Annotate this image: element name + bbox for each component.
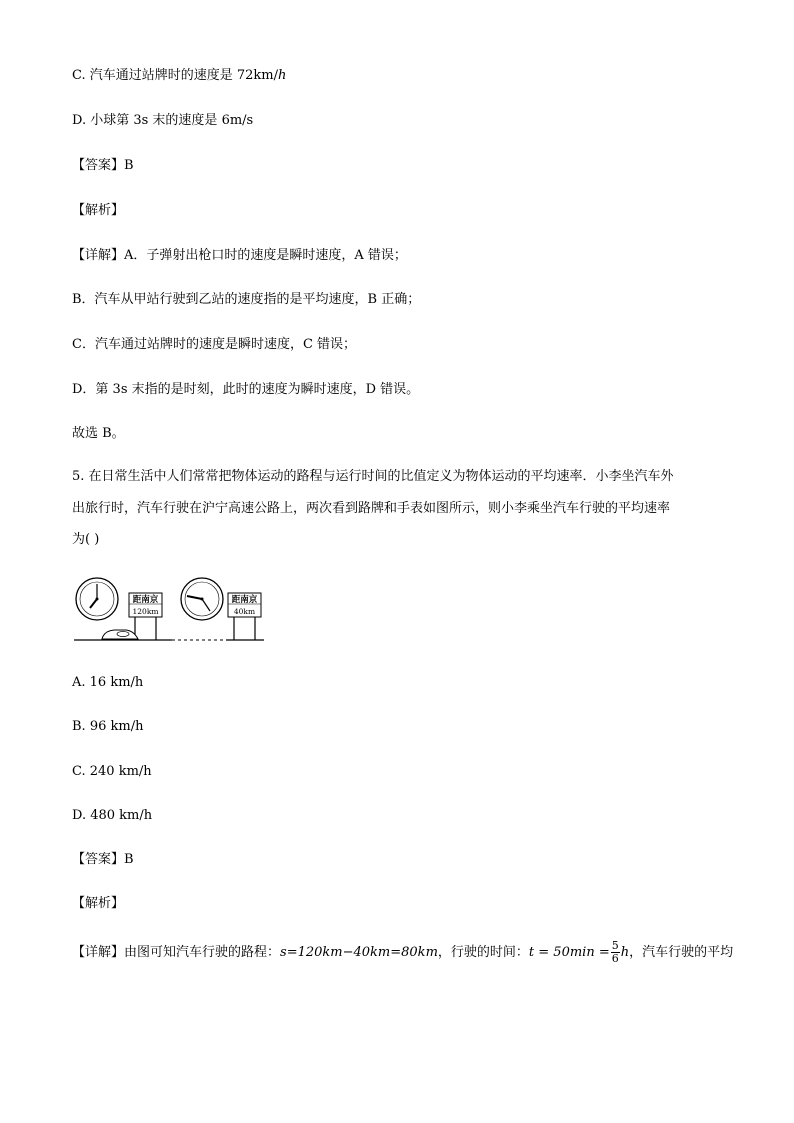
q5-option-d: D. 480 km/h xyxy=(72,808,153,823)
detail-a xyxy=(72,247,407,265)
q5-frac-num: 5 xyxy=(611,939,619,952)
q5-option-a: A. 16 km/h xyxy=(72,675,144,690)
sign2-top-text: 距南京 xyxy=(231,595,258,605)
q5-detail-text2: ，行驶的时间： xyxy=(437,945,529,960)
q5-frac-unit: h xyxy=(620,945,630,960)
q5-detail-tag: 【详解】 xyxy=(72,945,125,960)
q5-formula-t: t = 50min = xyxy=(528,945,610,960)
answer-value: B xyxy=(124,158,134,173)
q5-answer-tag: 【答案】 xyxy=(72,852,125,867)
q5-answer-line xyxy=(72,851,134,869)
q5-stem-line3: 为( ) xyxy=(72,532,100,547)
detail-tag: 【详解】 xyxy=(72,248,125,263)
q5-fraction xyxy=(611,940,620,965)
clock-icon-2 xyxy=(181,578,223,620)
detail-c: C．汽车通过站牌时的速度是瞬时速度，C 错误； xyxy=(72,337,357,352)
q5-analysis-tag: 【解析】 xyxy=(72,896,125,911)
road-sign-2 xyxy=(228,593,261,640)
q5-option-b: B. 96 km/h xyxy=(72,719,144,734)
car-icon xyxy=(102,630,138,639)
answer-line-prev xyxy=(72,157,134,175)
detail-d: D．第 3s 末指的是时刻，此时的速度为瞬时速度，D 错误。 xyxy=(72,382,420,397)
analysis-tag-prev: 【解析】 xyxy=(72,203,125,218)
answer-tag: 【答案】 xyxy=(72,158,125,173)
q5-stem-line1: 5. 在日常生活中人们常常把物体运动的路程与运行时间的比值定义为物体运动的平均速率．小李坐汽车外 xyxy=(72,469,674,484)
q5-stem-line2: 出旅行时，汽车行驶在沪宁高速公路上，两次看到路牌和手表如图所示，则小李乘坐汽车行驶的平均速率 xyxy=(72,501,671,516)
q5-answer-value: B xyxy=(124,852,134,867)
option-c-unit: h xyxy=(278,68,287,83)
q5-detail-text3: ，汽车行驶的平均 xyxy=(629,945,734,960)
option-d: D. 小球第 3s 末的速度是 6m/s xyxy=(72,113,254,128)
sign1-top-text: 距南京 xyxy=(132,595,159,605)
detail-b: B．汽车从甲站行驶到乙站的速度指的是平均速度，B 正确； xyxy=(72,292,421,307)
q5-detail-text1: 由图可知汽车行驶的路程： xyxy=(124,945,281,960)
q5-formula-s: s=120km−40km=80km xyxy=(280,945,438,960)
detail-a-text: A．子弹射出枪口时的速度是瞬时速度，A 错误； xyxy=(124,248,407,263)
conclusion: 故选 B。 xyxy=(72,426,125,441)
q5-figure xyxy=(74,574,264,644)
sign1-bottom-text: 120km xyxy=(132,607,159,616)
option-c-text: C. 汽车通过站牌时的速度是 72km/ xyxy=(72,68,279,83)
clock-icon-1 xyxy=(76,578,118,620)
q5-frac-den: 6 xyxy=(611,952,619,965)
q5-option-c: C. 240 km/h xyxy=(72,764,152,779)
q5-detail-line xyxy=(72,936,733,970)
option-c xyxy=(72,67,286,85)
sign2-bottom-text: 40km xyxy=(233,607,256,616)
